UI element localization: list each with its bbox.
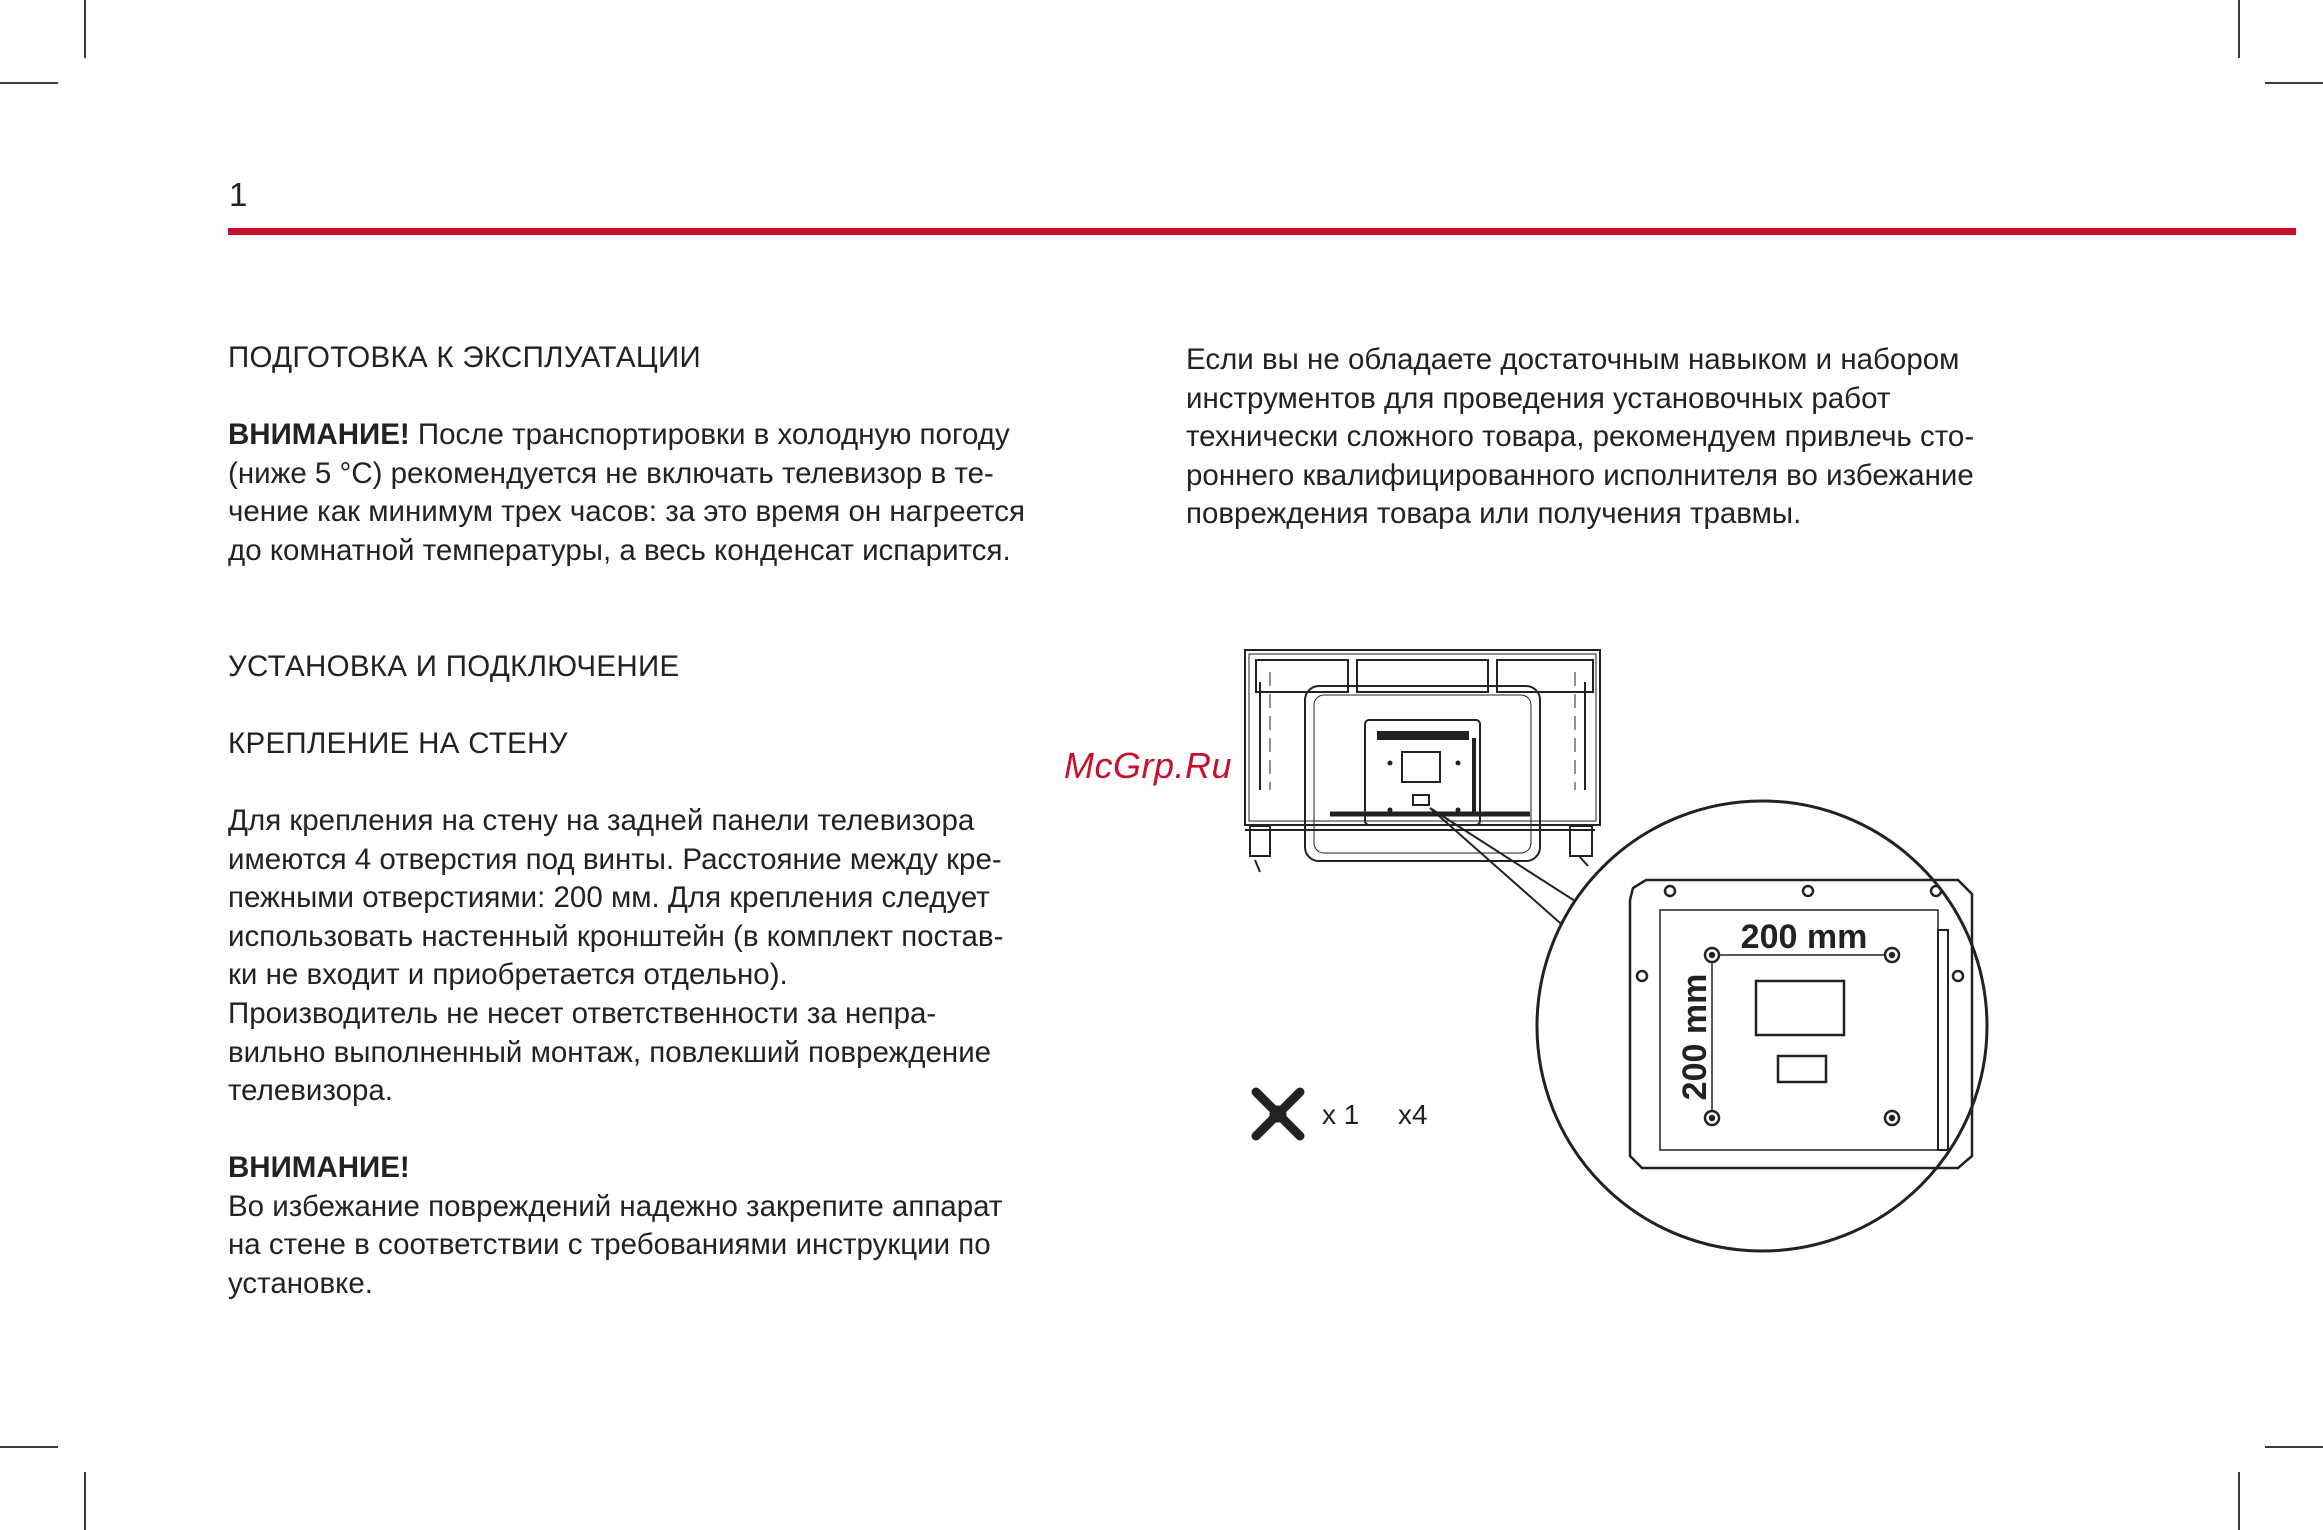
text-line: использовать настенный кронштейн (в комплект постав- bbox=[228, 919, 1004, 953]
right-column bbox=[1186, 341, 2116, 534]
text-line: После транспортировки в холодную погоду bbox=[409, 418, 1010, 452]
bracket-count: x 1 bbox=[1322, 1099, 1360, 1130]
header-rule bbox=[228, 228, 2296, 235]
wall-mount-diagram bbox=[1230, 640, 2030, 1260]
warning-label: ВНИМАНИЕ! bbox=[228, 418, 410, 452]
crop-mark bbox=[84, 1472, 86, 1530]
screw-count: x4 bbox=[1398, 1099, 1428, 1130]
wall-mount-paragraph bbox=[228, 802, 1128, 1111]
text-line: установке. bbox=[228, 1267, 373, 1301]
crop-mark bbox=[2265, 82, 2323, 84]
warning-paragraph-mount bbox=[228, 1188, 1128, 1304]
dimension-label-vertical: 200 mm bbox=[1676, 973, 1714, 1101]
section-heading-installation: УСТАНОВКА И ПОДКЛЮЧЕНИЕ bbox=[228, 649, 680, 683]
text-line: Если вы не обладаете достаточным навыком и набором bbox=[1186, 343, 1960, 376]
section-heading-preparation: ПОДГОТОВКА К ЭКСПЛУАТАЦИИ bbox=[228, 341, 702, 374]
text-line: (ниже 5 °С) рекомендуется не включать телевизор в те- bbox=[228, 456, 994, 490]
text-line: пежными отверстиями: 200 мм. Для крепления следует bbox=[228, 881, 990, 915]
warning-label: ВНИМАНИЕ! bbox=[228, 1151, 410, 1185]
text-line: роннего квалифицированного исполнителя во избежание bbox=[1186, 458, 1974, 492]
text-line: повреждения товара или получения травмы. bbox=[1186, 497, 1802, 531]
text-line: инструментов для проведения установочных работ bbox=[1186, 381, 1891, 415]
dimension-label-horizontal: 200 mm bbox=[1740, 918, 1868, 956]
crop-mark bbox=[2238, 1472, 2240, 1530]
crop-mark bbox=[0, 82, 58, 84]
text-line: Производитель не несет ответственности за непра- bbox=[228, 996, 937, 1030]
left-column bbox=[228, 339, 1128, 1304]
subsection-heading-wall-mount: КРЕПЛЕНИЕ НА СТЕНУ bbox=[228, 726, 568, 760]
warning-paragraph-transport bbox=[228, 416, 1128, 570]
text-line: Для крепления на стену на задней панели телевизора bbox=[228, 803, 975, 837]
text-line: Во избежание повреждений надежно закрепите аппарат bbox=[228, 1189, 1003, 1223]
text-line: имеются 4 отверстия под винты. Расстояние между кре- bbox=[228, 842, 1002, 876]
crop-mark bbox=[2238, 0, 2240, 58]
text-line: чение как минимум трех часов: за это время он нагреется bbox=[228, 495, 1025, 529]
text-line: ки не входит и приобретается отдельно). bbox=[228, 958, 788, 992]
text-line: вильно выполненный монтаж, повлекший повреждение bbox=[228, 1035, 992, 1069]
text-line: технически сложного товара, рекомендуем привлечь сто- bbox=[1186, 420, 1975, 454]
page-number: 1 bbox=[229, 176, 248, 213]
crop-mark bbox=[84, 0, 86, 58]
watermark: McGrp.Ru bbox=[1064, 745, 1233, 786]
crop-mark bbox=[2265, 1446, 2323, 1448]
crop-mark bbox=[0, 1446, 58, 1448]
tv-back-icon bbox=[1245, 650, 1600, 872]
cross-bracket-icon bbox=[1256, 1092, 1300, 1136]
text-line: до комнатной температуры, а весь конденсат испарится. bbox=[228, 533, 1011, 567]
magnifier-circle bbox=[1537, 801, 1987, 1251]
expert-advice-paragraph bbox=[1186, 341, 2116, 534]
text-line: телевизора. bbox=[228, 1074, 393, 1108]
text-line: на стене в соответствии с требованиями инструкции по bbox=[228, 1228, 991, 1262]
